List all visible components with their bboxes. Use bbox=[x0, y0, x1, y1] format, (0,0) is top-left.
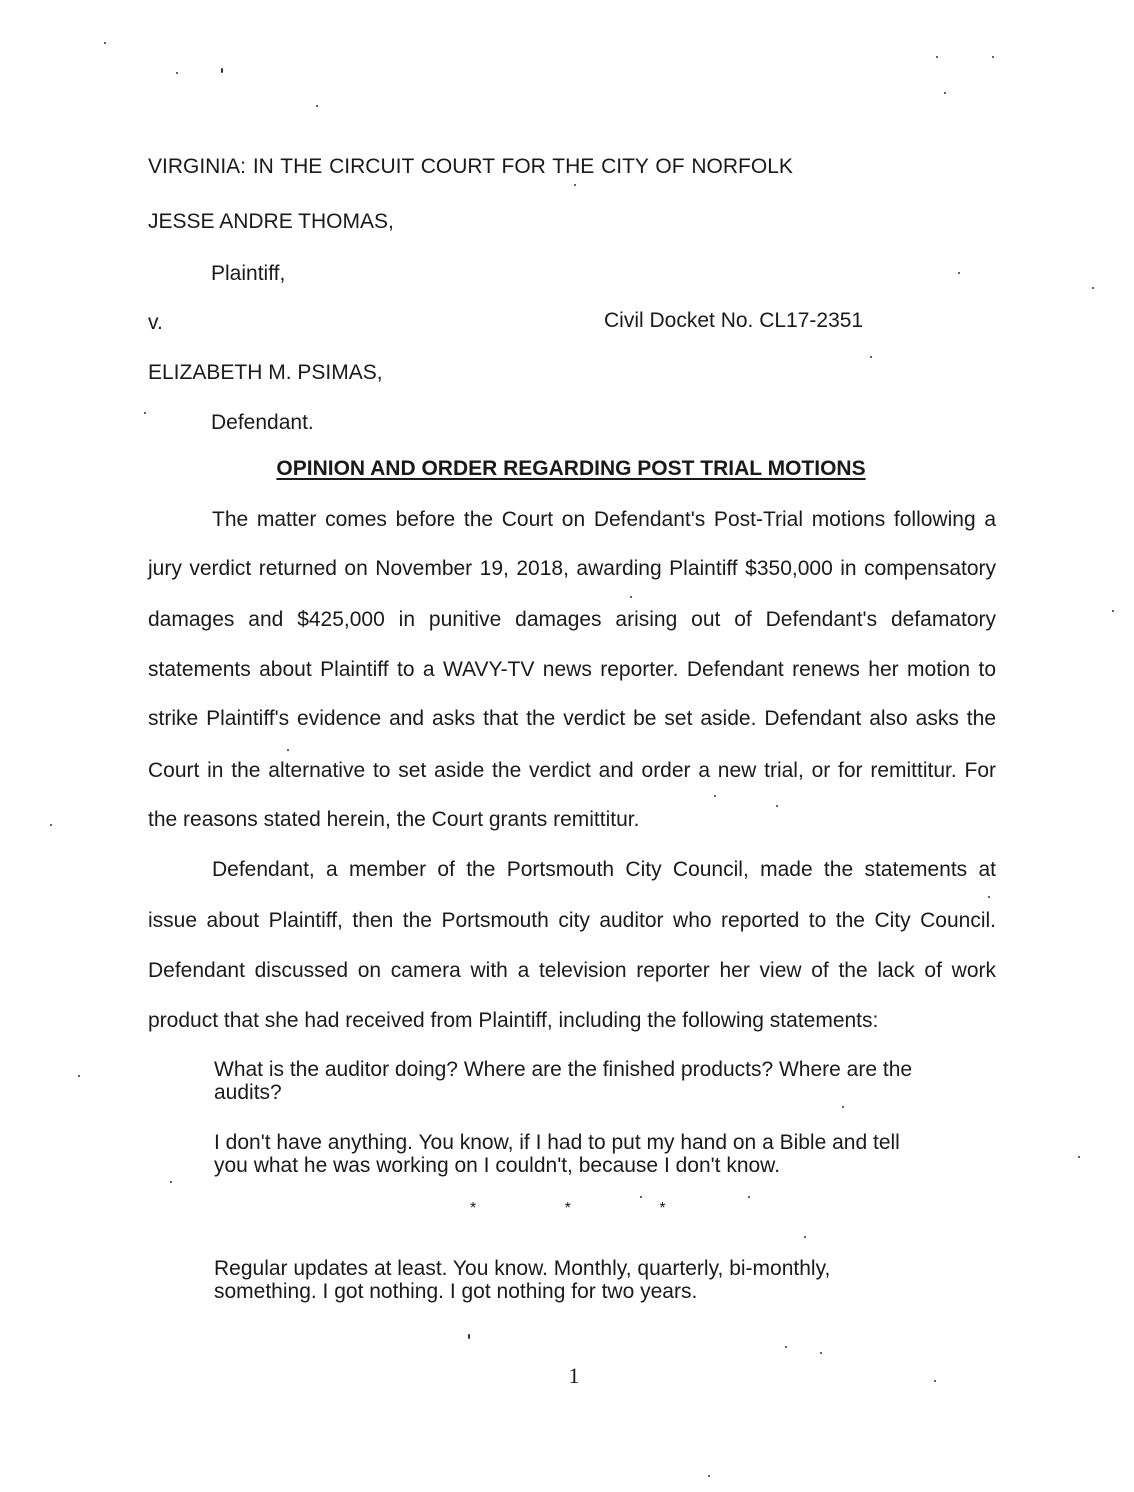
block-quote: Regular updates at least. You know. Monthly, quarterly, bi-monthly, something. I got nothing. I got nothing for two years. bbox=[214, 1257, 831, 1303]
scan-speck bbox=[104, 42, 106, 44]
paragraph-line: The matter comes before the Court on Defendant's Post-Trial motions following a bbox=[212, 508, 996, 531]
paragraph-line: Defendant discussed on camera with a television reporter her view of the lack of work bbox=[148, 959, 996, 982]
paragraph-line: damages and $425,000 in punitive damages arising out of Defendant's defamatory bbox=[148, 608, 996, 631]
scan-speck bbox=[1078, 1156, 1080, 1158]
court-line: VIRGINIA: IN THE CIRCUIT COURT FOR THE CITY OF NORFOLK bbox=[148, 155, 793, 178]
scan-speck bbox=[944, 92, 946, 94]
paragraph-line: statements about Plaintiff to a WAVY-TV news reporter. Defendant renews her motion to bbox=[148, 658, 996, 681]
scan-speck bbox=[316, 105, 318, 107]
paragraph-line: Defendant, a member of the Portsmouth City Council, made the statements at bbox=[212, 858, 996, 881]
scan-speck bbox=[785, 1346, 787, 1348]
scan-speck bbox=[176, 72, 178, 74]
docket-number: Civil Docket No. CL17-2351 bbox=[604, 309, 864, 332]
scan-speck bbox=[988, 896, 990, 898]
scan-speck bbox=[630, 596, 632, 598]
versus: v. bbox=[148, 311, 163, 334]
scan-speck bbox=[468, 1334, 470, 1339]
scan-speck bbox=[804, 1236, 806, 1238]
scan-speck bbox=[1092, 287, 1094, 289]
scan-speck bbox=[640, 1196, 642, 1198]
scan-speck bbox=[221, 68, 223, 73]
ellipsis-stars: * * * bbox=[470, 1200, 708, 1217]
scan-speck bbox=[820, 1352, 822, 1354]
paragraph-line: strike Plaintiff's evidence and asks that the verdict be set aside. Defendant also asks the bbox=[148, 707, 996, 730]
paragraph-line: Court in the alternative to set aside the verdict and order a new trial, or for remittitur. For bbox=[148, 759, 996, 782]
paragraph-line: product that she had received from Plaintiff, including the following statements: bbox=[148, 1009, 879, 1032]
block-quote: I don't have anything. You know, if I had to put my hand on a Bible and tell you what he was working on I couldn't, because I don't know. bbox=[214, 1131, 900, 1177]
paragraph-line: jury verdict returned on November 19, 2018, awarding Plaintiff $350,000 in compensatory bbox=[148, 557, 996, 580]
scan-speck bbox=[748, 1196, 750, 1198]
scan-speck bbox=[170, 1181, 172, 1183]
scan-speck bbox=[50, 824, 52, 826]
scan-speck bbox=[936, 56, 938, 58]
defendant-name: ELIZABETH M. PSIMAS, bbox=[148, 361, 383, 384]
paragraph-line: the reasons stated herein, the Court grants remittitur. bbox=[148, 808, 640, 831]
plaintiff-role: Plaintiff, bbox=[211, 262, 286, 285]
scan-speck bbox=[574, 184, 576, 186]
scan-speck bbox=[287, 749, 289, 751]
scan-speck bbox=[958, 272, 960, 274]
scan-speck bbox=[714, 795, 716, 797]
block-quote: What is the auditor doing? Where are the finished products? Where are the audits? bbox=[214, 1058, 913, 1104]
scan-speck bbox=[78, 1075, 80, 1077]
paragraph-line: issue about Plaintiff, then the Portsmouth city auditor who reported to the City Council. bbox=[148, 909, 996, 932]
scan-speck bbox=[776, 805, 778, 807]
scan-speck bbox=[870, 356, 872, 358]
page-number: 1 bbox=[568, 1363, 580, 1388]
plaintiff-name: JESSE ANDRE THOMAS, bbox=[148, 210, 394, 233]
scan-speck bbox=[1112, 610, 1114, 612]
scan-speck bbox=[144, 412, 146, 414]
scan-speck bbox=[842, 1106, 844, 1108]
document-title: OPINION AND ORDER REGARDING POST TRIAL MOTIONS bbox=[276, 457, 866, 480]
scan-speck bbox=[708, 1475, 710, 1477]
defendant-role: Defendant. bbox=[211, 411, 314, 434]
scan-speck bbox=[934, 1380, 936, 1382]
scan-speck bbox=[992, 56, 994, 58]
